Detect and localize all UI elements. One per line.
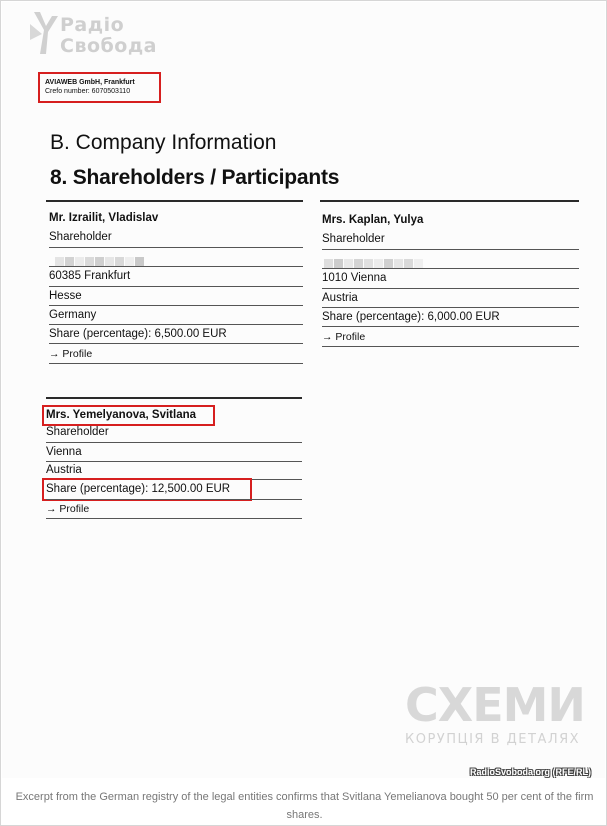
radio-svoboda-logo [30,10,170,60]
shareholder-card-yemelyanova [42,397,300,527]
shareholder-share: Share (percentage): 12,500.00 EUR [46,483,231,495]
shareholder-role: Shareholder [49,231,112,243]
profile-link[interactable]: → Profile [322,331,366,343]
crefo-number: Crefo number: 6070503110 [45,88,131,95]
shareholder-country: Austria [46,464,82,476]
shareholder-name: Mr. Izrailit, Vladislav [49,212,159,224]
shareholder-city: Vienna [46,446,82,458]
redacted-address [55,253,145,262]
header-highlight [38,72,161,103]
profile-link[interactable]: → Profile [46,503,90,515]
profile-link[interactable]: → Profile [49,348,93,360]
shareholder-country: Austria [322,292,358,304]
shareholder-city: 60385 Frankfurt [49,270,131,282]
photo-credit: RadioSvoboda.org (RFE/RL) [470,767,591,777]
document-scan [2,2,605,778]
redacted-address [324,255,424,264]
shareholder-card-kaplan [322,200,579,350]
section-title: B. Company Information [50,131,277,154]
watermark-subtitle: КОРУПЦІЯ В ДЕТАЛЯХ [405,732,581,747]
watermark-title: СХЕМИ [405,678,585,732]
schemy-watermark [405,678,585,747]
image-caption: Excerpt from the German registry of the legal entities confirms that Svitlana Yemelianova bought 50 per cent of the firm shares. [15,791,594,821]
shareholder-share: Share (percentage): 6,500.00 EUR [49,328,227,340]
company-header: AVIAWEB GmbH, Frankfurt [45,79,135,86]
shareholder-role: Shareholder [46,426,109,438]
shareholder-name: Mrs. Kaplan, Yulya [322,214,424,226]
logo-mark-icon [30,10,60,56]
logo-word-svoboda: Свобода [60,35,158,57]
logo-word-radio: Радіо [60,14,125,36]
shareholder-country: Germany [49,309,97,321]
shareholder-region: Hesse [49,290,82,302]
shareholder-city: 1010 Vienna [322,272,387,284]
shareholder-card-izrailit [49,200,303,370]
shareholder-share: Share (percentage): 6,000.00 EUR [322,311,500,323]
shareholder-role: Shareholder [322,233,385,245]
subsection-title: 8. Shareholders / Participants [50,166,340,189]
shareholder-name: Mrs. Yemelyanova, Svitlana [46,409,197,421]
